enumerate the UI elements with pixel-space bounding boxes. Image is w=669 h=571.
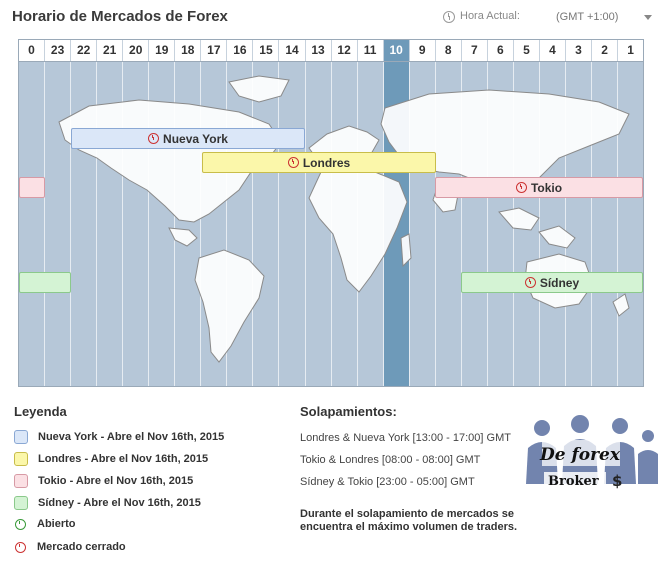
market-bar-new-york[interactable] bbox=[71, 128, 305, 149]
hour-cell: 15 bbox=[253, 40, 279, 61]
timezone-value: (GMT +1:00) bbox=[556, 11, 619, 23]
clock-icon bbox=[525, 277, 536, 288]
market-label-tokyo: Tokio bbox=[530, 180, 563, 195]
legend-label: Londres - Abre el Nov 16th, 2015 bbox=[38, 453, 209, 465]
hour-cell: 4 bbox=[540, 40, 566, 61]
legend-label: Nueva York - Abre el Nov 16th, 2015 bbox=[38, 431, 225, 443]
hour-cell: 3 bbox=[566, 40, 592, 61]
market-bar-london[interactable] bbox=[202, 152, 436, 173]
market-bar-tokyo[interactable] bbox=[435, 177, 643, 198]
world-map bbox=[18, 39, 644, 387]
clock-closed-icon bbox=[15, 542, 26, 553]
hour-cell: 22 bbox=[71, 40, 97, 61]
svg-text:$: $ bbox=[612, 472, 623, 490]
hour-cell: 2 bbox=[592, 40, 618, 61]
legend-item-sydney bbox=[14, 496, 201, 510]
hour-cell: 19 bbox=[149, 40, 175, 61]
clock-icon bbox=[148, 133, 159, 144]
hour-cell: 18 bbox=[175, 40, 201, 61]
hour-cell: 17 bbox=[201, 40, 227, 61]
legend-item-closed bbox=[14, 541, 126, 553]
chevron-down-icon bbox=[644, 15, 652, 20]
hour-cell: 8 bbox=[436, 40, 462, 61]
overlaps-title: Solapamientos: bbox=[300, 404, 397, 419]
legend-label: Tokio - Abre el Nov 16th, 2015 bbox=[38, 475, 194, 487]
hour-cell: 7 bbox=[462, 40, 488, 61]
overlap-item: Sídney & Tokio [23:00 - 05:00] GMT bbox=[300, 476, 475, 488]
swatch-new-york bbox=[14, 430, 28, 444]
hour-cell: 12 bbox=[332, 40, 358, 61]
hour-cell: 9 bbox=[410, 40, 436, 61]
clock-open-icon bbox=[15, 519, 26, 530]
deforex-broker-logo bbox=[520, 414, 660, 494]
current-time-label: Hora Actual: bbox=[460, 10, 520, 22]
hour-cell: 1 bbox=[627, 43, 634, 57]
legend-title: Leyenda bbox=[14, 404, 67, 419]
market-label-sydney: Sídney bbox=[539, 275, 580, 290]
clock-icon bbox=[443, 11, 455, 23]
page-title: Horario de Mercados de Forex bbox=[12, 8, 228, 25]
overlap-item: Tokio & Londres [08:00 - 08:00] GMT bbox=[300, 454, 481, 466]
legend-item-new-york bbox=[14, 430, 224, 444]
hour-cell: 5 bbox=[514, 40, 540, 61]
hour-cell: 20 bbox=[123, 40, 149, 61]
legend-label: Mercado cerrado bbox=[37, 541, 126, 553]
hour-cell: 6 bbox=[488, 40, 514, 61]
hour-cell: 16 bbox=[227, 40, 253, 61]
continents bbox=[19, 62, 643, 387]
market-bar-tokyo-left[interactable] bbox=[19, 177, 45, 198]
legend-label: Abierto bbox=[37, 518, 76, 530]
hour-cell-current: 10 bbox=[384, 40, 410, 61]
hour-cell: 21 bbox=[97, 40, 123, 61]
clock-icon bbox=[288, 157, 299, 168]
swatch-sydney bbox=[14, 496, 28, 510]
market-label-new-york: Nueva York bbox=[163, 131, 228, 146]
overlap-note: Durante el solapamiento de mercados se encuentra el máximo volumen de traders. bbox=[300, 508, 518, 533]
market-bar-sydney[interactable] bbox=[461, 272, 643, 293]
overlap-item: Londres & Nueva York [13:00 - 17:00] GMT bbox=[300, 432, 511, 444]
timezone-select[interactable] bbox=[556, 8, 656, 26]
legend-label: Sídney - Abre el Nov 16th, 2015 bbox=[38, 497, 201, 509]
clock-icon bbox=[516, 182, 527, 193]
market-bar-sydney-left[interactable] bbox=[19, 272, 71, 293]
hour-cell: 14 bbox=[279, 40, 305, 61]
market-label-london: Londres bbox=[302, 155, 351, 170]
hour-cell: 11 bbox=[358, 40, 384, 61]
hour-cell: 0 bbox=[19, 40, 45, 61]
hour-cell: 23 bbox=[45, 40, 71, 61]
swatch-london bbox=[14, 452, 28, 466]
legend-item-tokyo bbox=[14, 474, 193, 488]
logo-text-line2: Broker bbox=[548, 474, 599, 489]
legend-item-london bbox=[14, 452, 208, 466]
logo-text-line1: De forex bbox=[539, 445, 621, 465]
swatch-tokyo bbox=[14, 474, 28, 488]
hour-ruler bbox=[19, 40, 643, 62]
hour-cell: 13 bbox=[306, 40, 332, 61]
legend-item-open bbox=[14, 518, 76, 530]
